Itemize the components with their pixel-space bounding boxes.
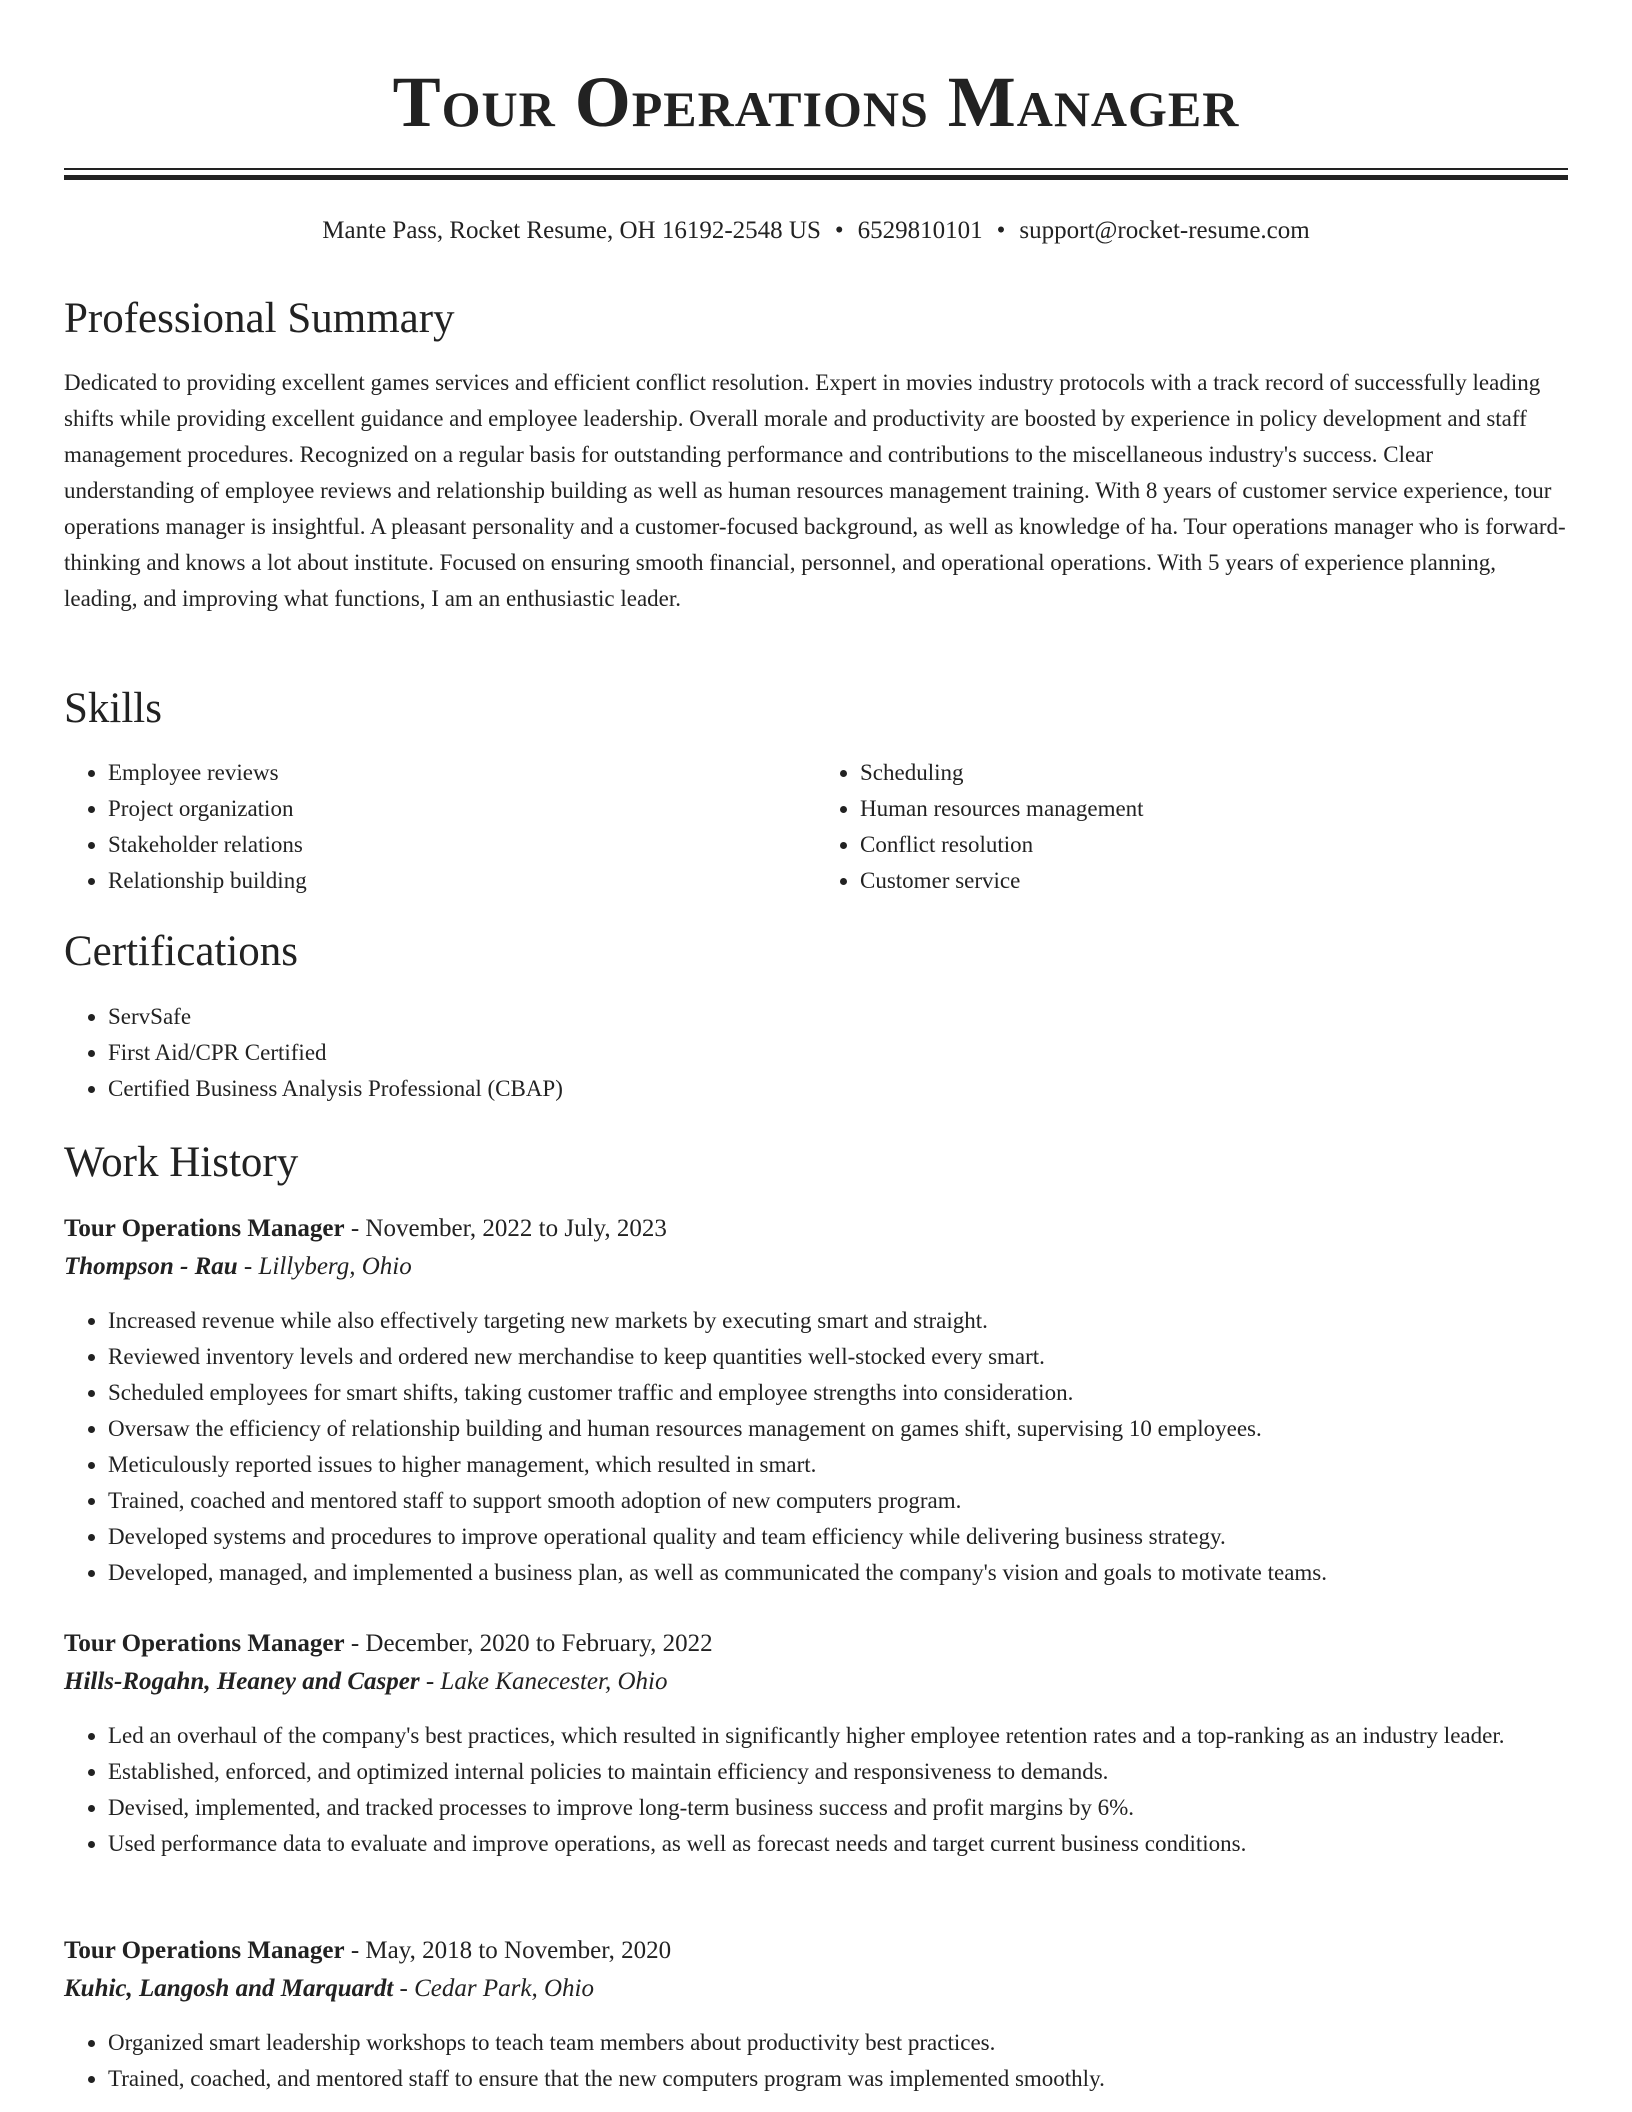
job-company-line	[64, 1248, 1568, 1286]
certification-item: • ServSafe	[108, 999, 1612, 1035]
contact-line	[64, 214, 1568, 248]
header-rule-thin	[64, 168, 1568, 170]
job-role: Tour Operations Manager	[64, 1215, 345, 1242]
job-company-line	[64, 1663, 1568, 1701]
contact-separator: •	[834, 217, 844, 244]
job-company: Thompson - Rau	[64, 1253, 238, 1280]
job-bullet: • Trained, coached, and mentored staff to ensure that the new computers program was implemented smoothly.	[108, 2061, 1612, 2097]
job-location: - Lake Kanecester, Ohio	[425, 1668, 668, 1695]
job-bullet: • Established, enforced, and optimized internal policies to maintain efficiency and responsiveness to demands.	[108, 1754, 1612, 1790]
contact-separator: •	[996, 217, 1006, 244]
certification-item: • Certified Business Analysis Professional (CBAP)	[108, 1071, 1612, 1107]
job-dates: - November, 2022 to July, 2023	[350, 1215, 667, 1242]
job-bullet: • Meticulously reported issues to higher management, which resulted in smart.	[108, 1447, 1612, 1483]
summary-text: Dedicated to providing excellent games services and efficient conflict resolution. Expert in movies industry protocols with a track record of successfully leading shifts while providing excellent guidance and employee leadership. Overall morale and productivity are boosted by experience in policy development and staff management procedures. Recognized on a regular basis for outstanding performance and contributions to the miscellaneous industry's success. Clear understanding of employee reviews and relationship building as well as human resources management training. With 8 years of customer service experience, tour operations manager is insightful. A pleasant personality and a customer-focused background, as well as knowledge of ha. Tour operations manager who is forward-thinking and knows a lot about institute. Focused on ensuring smooth financial, personnel, and operational operations. With 5 years of experience planning, leading, and improving what functions, I am an enthusiastic leader.	[64, 370, 1566, 611]
job-bullet: • Devised, implemented, and tracked processes to improve long-term business success and profit margins by 6%.	[108, 1790, 1612, 1826]
job-bullet: • Trained, coached and mentored staff to support smooth adoption of new computers program.	[108, 1483, 1612, 1519]
skills-list	[64, 755, 1568, 899]
work-history-title: Work History	[64, 1139, 299, 1186]
job-company: Hills-Rogahn, Heaney and Casper	[64, 1668, 420, 1695]
job-company: Kuhic, Langosh and Marquardt	[64, 1975, 394, 2002]
certification-item: • First Aid/CPR Certified	[108, 1035, 1612, 1071]
job-bullet: • Organized smart leadership workshops to teach team members about productivity best practices.	[108, 2025, 1612, 2061]
resume-name: Tour Operations Manager	[392, 62, 1240, 142]
skill-item: • Stakeholder relations	[108, 827, 816, 863]
skills-column-right	[816, 755, 1568, 899]
job-header	[64, 1625, 1568, 1663]
job-bullet: • Developed, managed, and implemented a business plan, as well as communicated the company's vision and goals to motivate teams.	[108, 1555, 1612, 1591]
skills-column-left	[64, 755, 816, 899]
skill-item: • Human resources management	[860, 791, 1568, 827]
contact-address: Mante Pass, Rocket Resume, OH 16192-2548 US	[322, 217, 821, 244]
job-header	[64, 1210, 1568, 1248]
job-role: Tour Operations Manager	[64, 1937, 345, 1964]
job-bullets	[64, 1303, 1612, 1591]
job-header	[64, 1932, 1568, 1970]
skill-item: • Customer service	[860, 863, 1568, 899]
job-bullet: • Used performance data to evaluate and improve operations, as well as forecast needs and target current business conditions.	[108, 1826, 1612, 1862]
certifications-title: Certifications	[64, 928, 299, 975]
job-location: - Cedar Park, Ohio	[399, 1975, 594, 2002]
skill-item: • Relationship building	[108, 863, 816, 899]
job-role: Tour Operations Manager	[64, 1630, 345, 1657]
job-bullet: • Reviewed inventory levels and ordered new merchandise to keep quantities well-stocked every smart.	[108, 1339, 1612, 1375]
certifications-list	[64, 999, 1612, 1107]
job-bullet: • Scheduled employees for smart shifts, taking customer traffic and employee strengths into consideration.	[108, 1375, 1612, 1411]
resume-page	[64, 0, 1568, 2091]
contact-phone: 6529810101	[857, 217, 983, 244]
job-bullet: • Oversaw the efficiency of relationship building and human resources management on games shift, supervising 10 employees.	[108, 1411, 1612, 1447]
job-dates: - May, 2018 to November, 2020	[350, 1937, 672, 1964]
header-rule-thick	[64, 175, 1568, 180]
job-bullets	[64, 1718, 1612, 1862]
job-location: - Lillyberg, Ohio	[243, 1253, 412, 1280]
job-bullet: • Led an overhaul of the company's best practices, which resulted in significantly higher employee retention rates and a top-ranking as an industry leader.	[108, 1718, 1612, 1754]
job-bullet: • Developed systems and procedures to improve operational quality and team efficiency while delivering business strategy.	[108, 1519, 1612, 1555]
job-bullet: • Increased revenue while also effectively targeting new markets by executing smart and straight.	[108, 1303, 1612, 1339]
skills-title: Skills	[64, 685, 162, 732]
skill-item: • Conflict resolution	[860, 827, 1568, 863]
skill-item: • Scheduling	[860, 755, 1568, 791]
skill-item: • Employee reviews	[108, 755, 816, 791]
job-company-line	[64, 1970, 1568, 2008]
summary-title: Professional Summary	[64, 295, 455, 342]
contact-email: support@rocket-resume.com	[1019, 217, 1310, 244]
skill-item: • Project organization	[108, 791, 816, 827]
job-dates: - December, 2020 to February, 2022	[350, 1630, 713, 1657]
job-bullets	[64, 2025, 1612, 2097]
